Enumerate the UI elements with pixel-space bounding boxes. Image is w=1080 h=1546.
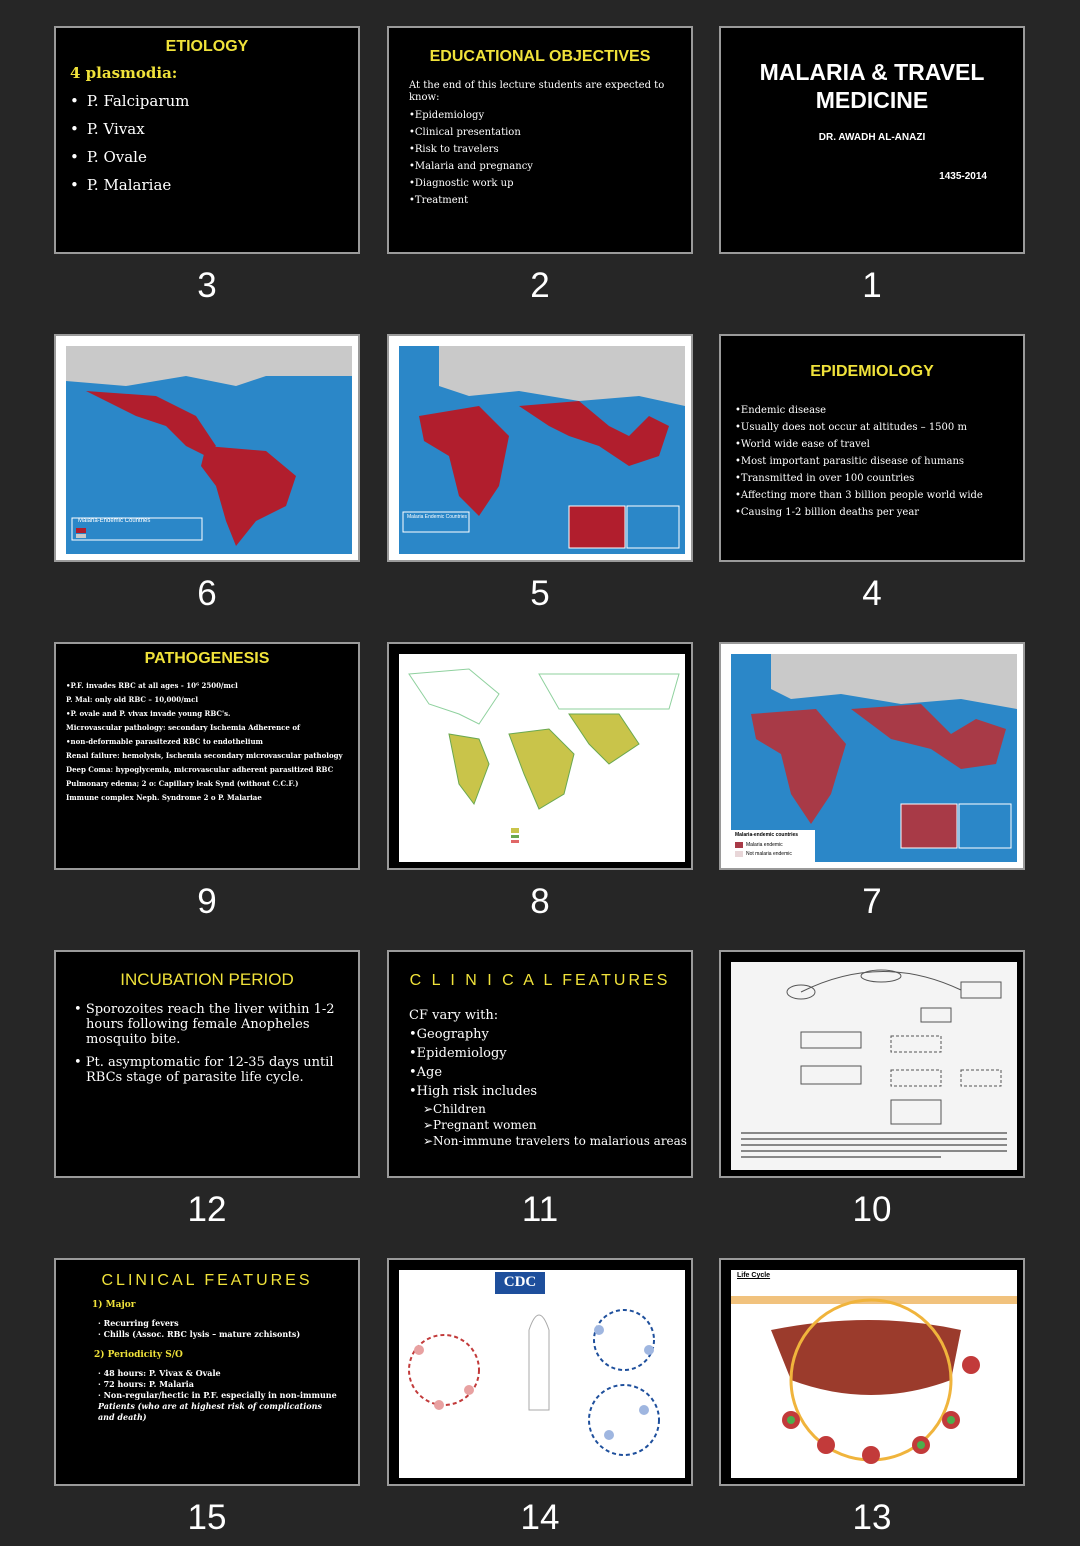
list-item: P. Mal: only old RBC – 10,000/mcl [66,695,199,704]
slide-number: 13 [852,1498,892,1537]
slide-number: 2 [530,266,550,305]
list-item: • Pt. asymptomatic for 12-35 days until RBCs stage of parasite life cycle. [86,1055,340,1085]
slide-number: 14 [520,1498,560,1537]
slide-title: CLINICAL FEATURES [101,1272,313,1289]
list-item: •Malaria and pregnancy [409,161,533,172]
slide-title: EPIDEMIOLOGY [810,363,934,380]
list-item: •Epidemiology [409,110,485,121]
slide-title: ETIOLOGY [165,38,249,55]
pathogenesis-diagram-image [731,962,1013,1166]
list-item: •Causing 1-2 billion deaths per year [735,507,920,518]
diagram-label: Life Cycle [737,1272,771,1279]
map-legend-title: Malaria-Endemic Countries [78,518,151,524]
slide-title: PATHOGENESIS [144,650,270,667]
list-item: •P. ovale and P. vivax invade young RBC's. [66,709,231,718]
slide-intro: At the end of this lecture students are expected to know: [409,80,665,103]
slide-number: 4 [862,574,882,613]
map-legend-item: Malaria endemic [746,842,783,848]
list-item: · Non-regular/hectic in P.F. especially in non-immune [98,1390,337,1400]
list-item: •Diagnostic work up [409,178,514,189]
slide-number: 6 [197,574,217,613]
list-item: •Clinical presentation [409,127,521,138]
list-item: •Transmitted in over 100 countries [735,473,915,484]
slide-year: 1435-2014 [939,171,987,182]
cdc-lifecycle-diagram-image [399,1270,681,1474]
world-transmission-map-image [399,654,681,858]
section-heading: 1) Major [92,1300,136,1310]
slide-number: 9 [197,882,217,921]
slide-thumbnail-3[interactable] [54,26,360,254]
slide-title: INCUBATION PERIOD [120,970,294,989]
list-item: •P.F. invades RBC at all ages - 10⁶ 2500/mcl [66,681,238,690]
slide-thumbnail-9[interactable] [54,642,360,870]
slide-number: 8 [530,882,550,921]
map-legend-title: Malaria-endemic countries [735,832,799,838]
slide-thumbnail-1[interactable] [719,26,1025,254]
list-item: •Most important parasitic disease of humans [735,456,965,467]
list-item: • P. Vivax [70,120,358,138]
slide-title: EDUCATIONAL OBJECTIVES [429,48,651,65]
slide-thumbnail-4[interactable] [719,334,1025,562]
slide-thumbnail-11[interactable] [387,950,693,1178]
list-item: • P. Malariae [70,176,358,194]
slide-thumbnail-14[interactable] [387,1258,693,1486]
section-heading: 2) Periodicity S/O [94,1350,183,1360]
slide-sub-list: ➢Children ➢Pregnant women ➢Non-immune travelers to malarious areas [423,1102,687,1148]
slide-subtitle: 4 plasmodia: [70,64,178,82]
list-item: •Usually does not occur at altitudes – 1500 m [735,422,967,433]
list-item: Renal failure: hemolysis, Ischemia secondary microvascular pathology [66,751,343,760]
slide-title: MALARIA & TRAVEL MEDICINE [759,59,985,113]
list-item: •Risk to travelers [409,144,499,155]
list-item: •Endemic disease [735,405,827,416]
list-item: •non-deformable parasitezed RBC to endothelium [66,737,263,746]
list-item: • P. Ovale [70,148,358,166]
list-item: Microvascular pathology: secondary Ischemia Adherence of [66,723,301,732]
list-item: Deep Coma: hypoglycemia, microvascular adherent parasitized RBC [66,765,334,774]
slide-thumbnail-5[interactable] [387,334,693,562]
list-item: • P. Falciparum [70,92,358,110]
list-item: • Sporozoites reach the liver within 1-2 hours following female Anopheles mosquito bite. [86,1002,340,1047]
list-item: •Affecting more than 3 billion people world wide [735,490,983,501]
slide-number: 12 [187,1190,227,1229]
slide-number: 15 [187,1498,227,1537]
slide-number: 11 [521,1190,559,1229]
slide-number: 3 [197,266,217,305]
slide-number: 10 [852,1190,892,1229]
slide-thumbnail-6[interactable] [54,334,360,562]
life-cycle-diagram-image [731,1270,1013,1474]
list-item: · Recurring fevers [98,1318,179,1328]
list-item: · 72 hours: P. Malaria [98,1379,194,1389]
slide-number: 1 [862,266,882,305]
slide-author: DR. AWADH AL-ANAZI [818,132,926,143]
map-legend-item: Not malaria endemic [746,851,792,857]
list-item: Patients (who are at highest risk of complications and death) [98,1401,322,1422]
slide-thumbnail-2[interactable] [387,26,693,254]
world-map-image [399,346,681,550]
slide-thumbnail-15[interactable] [54,1258,360,1486]
list-item: •Treatment [409,195,469,206]
americas-map-image [66,346,348,550]
slide-thumbnail-12[interactable] [54,950,360,1178]
list-item: Immune complex Neph. Syndrome 2 o P. Malariae [66,793,262,802]
slide-title: C L I N I C A L FEATURES [409,972,671,989]
slide-number: 5 [530,574,550,613]
list-item: Pulmonary edema; 2 o: Capillary leak Synd (without C.C.F.) [66,779,299,788]
slide-body: CF vary with: •Geography •Epidemiology •Age •High risk includes [409,1008,538,1099]
slide-thumbnail-10[interactable] [719,950,1025,1178]
slide-thumbnail-7[interactable] [719,642,1025,870]
world-map-image [731,654,1013,858]
slide-thumbnail-13[interactable] [719,1258,1025,1486]
list-item: · Chills (Assoc. RBC lysis – mature zchisonts) [98,1329,301,1339]
slide-thumbnail-8[interactable] [387,642,693,870]
slide-number: 7 [862,882,882,921]
cdc-logo: CDC [503,1274,537,1290]
list-item: · 48 hours: P. Vivax & Ovale [98,1368,221,1378]
map-legend-title: Malaria Endemic Countries [407,514,468,520]
list-item: •World wide ease of travel [735,439,870,450]
